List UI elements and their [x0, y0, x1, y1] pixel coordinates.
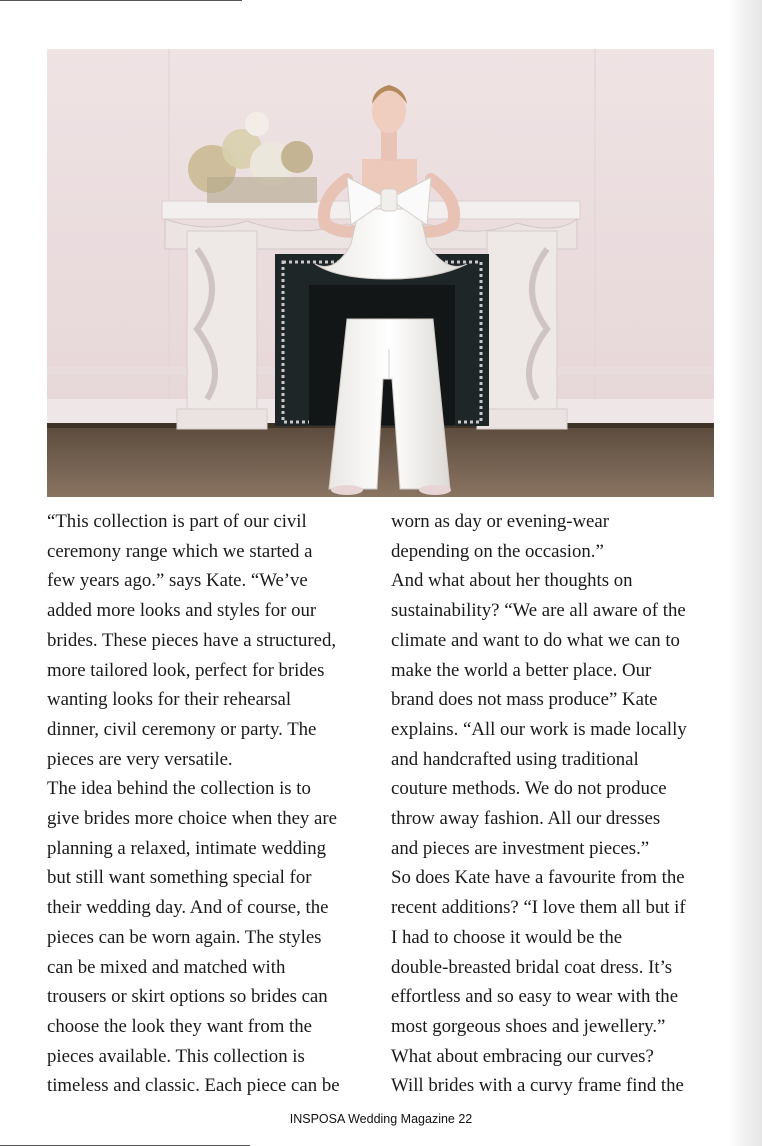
top-rule [0, 0, 242, 1]
paragraph: And what about her thoughts on sustainability? “We are all aware of the climate and want to do what we can to make the world a better place. Our brand does not mass produce” Kate explains. “All our work is made locally and handcrafted using traditional couture methods. We do not produce throw away fashion. All our dresses and pieces are investment pieces.” [391, 570, 687, 859]
paragraph: The idea behind the collection is to give brides more choice when they are planning a relaxed, intimate wedding but still want something special for their wedding day. And of course, the pieces can be worn again. The styles can be mixed and matched with trousers or skirt options so brides can choose the look they want from the pieces available. This collection is timeless and classic. Each piece can be [47, 778, 340, 1097]
article-column-left [47, 507, 372, 1101]
page-footer: INSPOSA Wedding Magazine 22 [289, 1112, 473, 1126]
paragraph: What about embracing our curves? Will brides with a curvy frame find the [391, 1045, 684, 1097]
bride-photo [47, 49, 714, 497]
paragraph: So does Kate have a favourite from the recent additions? “I love them all but if I had to choose it would be the double-breasted bridal coat dress. It’s effortless and so easy to wear with the most gorgeous shoes and jewellery.” [391, 867, 686, 1037]
article-column-right [391, 507, 716, 1101]
page-edge-shadow [728, 0, 762, 1146]
paragraph: worn as day or evening-wear depending on the occasion.” [391, 511, 609, 562]
paragraph: “This collection is part of our civil ceremony range which we started a few years ago.” says Kate. “We’ve added more looks and styles for our brides. These pieces have a structured, more tailored look, perfect for brides wanting looks for their rehearsal dinner, civil ceremony or party. The pieces are very versatile. [47, 511, 337, 770]
